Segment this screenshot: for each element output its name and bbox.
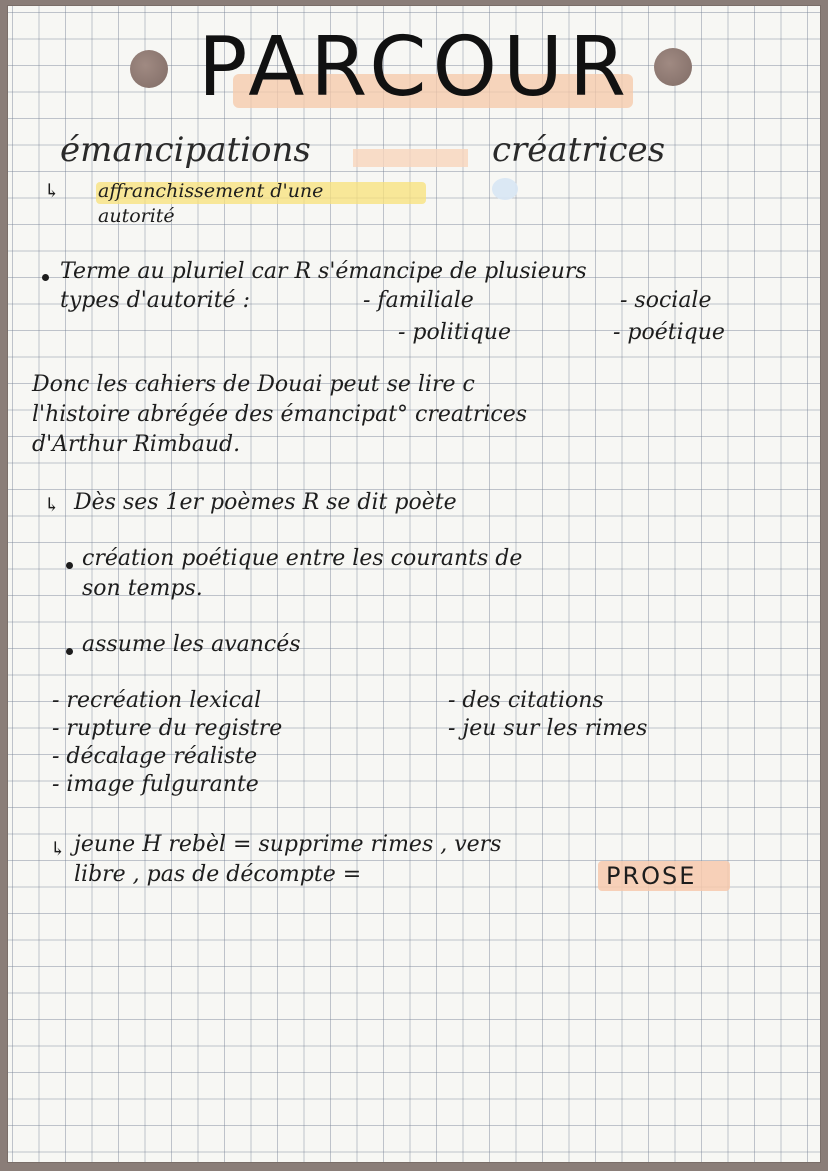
creation-line2: son temps. — [82, 576, 203, 601]
binder-hole-right — [654, 48, 692, 86]
list-right-item: - des citations — [448, 688, 604, 713]
definition-line1: affranchissement d'une — [98, 180, 324, 202]
list-right-item: - jeu sur les rimes — [448, 716, 648, 741]
donc-line3: d'Arthur Rimbaud. — [32, 432, 241, 457]
authority-item: - familiale — [363, 288, 474, 313]
list-left-item: - recréation lexical — [52, 688, 262, 713]
prose-label: PROSE — [606, 862, 697, 890]
authority-item: - sociale — [620, 288, 712, 313]
assume-line: assume les avancés — [82, 632, 301, 657]
arrow-icon: ↳ — [50, 838, 66, 860]
notebook-page — [8, 6, 820, 1162]
blue-mark — [492, 178, 518, 200]
des-poemes-line: Dès ses 1er poèmes R se dit poète — [74, 490, 457, 515]
conclusion-line2: libre , pas de décompte = — [74, 862, 362, 887]
point1-line1: Terme au pluriel car R s'émancipe de plusieurs — [60, 259, 587, 284]
list-left-item: - décalage réaliste — [52, 744, 258, 769]
definition-line2: autorité — [98, 205, 175, 227]
bullet-icon — [66, 648, 73, 655]
donc-line1: Donc les cahiers de Douai peut se lire c — [32, 372, 475, 397]
subtitle-left: émancipations — [60, 130, 311, 170]
point1-line2: types d'autorité : — [60, 288, 250, 313]
list-left-item: - rupture du registre — [52, 716, 283, 741]
authority-item: - politique — [398, 320, 511, 345]
bullet-icon — [42, 274, 49, 281]
donc-line2: l'histoire abrégée des émancipat° creatrices — [32, 402, 528, 427]
subtitle-right: créatrices — [492, 130, 666, 170]
authority-item: - poétique — [613, 320, 725, 345]
creation-line1: création poétique entre les courants de — [82, 546, 523, 571]
arrow-icon: ↳ — [44, 494, 60, 516]
arrow-icon: ↳ — [44, 180, 60, 202]
bullet-icon — [66, 562, 73, 569]
subtitle-highlight — [353, 149, 468, 167]
binder-hole-left — [130, 50, 168, 88]
list-left-item: - image fulgurante — [52, 772, 259, 797]
page-title: PARCOUR — [198, 20, 632, 115]
conclusion-line1: jeune H rebèl = supprime rimes , vers — [74, 832, 502, 857]
